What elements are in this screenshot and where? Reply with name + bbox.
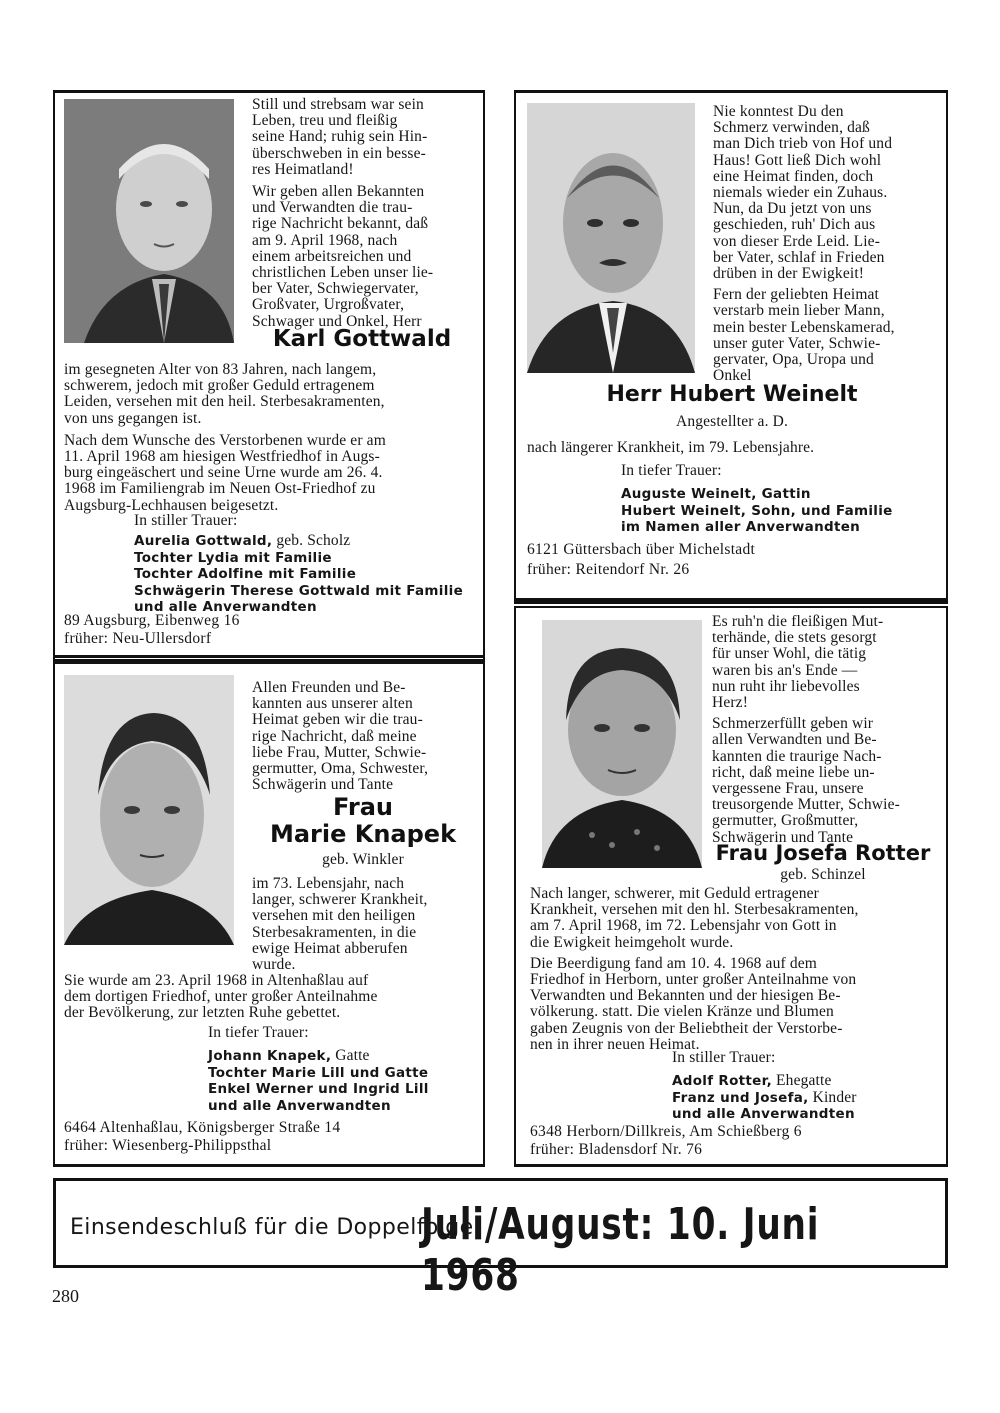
portrait-josefa-rotter bbox=[542, 620, 702, 868]
mourners-2: Auguste Weinelt, Gattin Hubert Weinelt, Sohn, und Familie im Namen aller Anverwandten bbox=[621, 486, 893, 535]
address-1: 89 Augsburg, Eibenweg 16 bbox=[64, 612, 240, 629]
burial-3: Sie wurde am 23. April 1968 in Altenhaßlau auf dem dortigen Friedhof, unter großer Anteilnahme der Bevölkerung, zur letzten Ruhe gebettet. bbox=[64, 972, 378, 1022]
portrait-hubert-weinelt bbox=[527, 103, 695, 373]
details-side-3: im 73. Lebensjahr, nach langer, schwerer Krankheit, versehen mit den heiligen Sterbesakramenten, in die ewige Heimat abberufen wurde. bbox=[252, 875, 428, 974]
mourning-heading-2: In tiefer Trauer: bbox=[621, 462, 722, 479]
deceased-name-3: Marie Knapek bbox=[269, 820, 457, 848]
deceased-name-4: Frau Josefa Rotter bbox=[715, 841, 931, 865]
former-address-3: früher: Wiesenberg-Philippsthal bbox=[64, 1137, 272, 1154]
former-address-2: früher: Reitendorf Nr. 26 bbox=[527, 561, 690, 578]
deceased-name-2: Herr Hubert Weinelt bbox=[606, 382, 858, 407]
address-2: 6121 Güttersbach über Michelstadt bbox=[527, 541, 756, 558]
deceased-name-1: Karl Gottwald bbox=[272, 326, 452, 352]
former-address-4: früher: Bladensdorf Nr. 76 bbox=[530, 1141, 703, 1158]
mourning-heading-3: In tiefer Trauer: bbox=[208, 1024, 309, 1041]
former-address-1: früher: Neu-Ullersdorf bbox=[64, 630, 212, 647]
portrait-woman-icon bbox=[542, 620, 702, 868]
divider-3 bbox=[53, 655, 485, 658]
portrait-man-icon bbox=[64, 99, 234, 343]
verse-4: Es ruh'n die fleißigen Mut- terhände, die stets gesorgt für unser Wohl, die tätig waren bis an's Ende — nun ruht ihr liebevolles Herz! Schmerzerfüllt geben wir allen Verwandten und Be- kannten die traurige Nach- richt, daß meine liebe un- vergessene Frau, unsere treusorgende Mutter, Schwie- germutter, Großmutter, Schwägerin und Tante bbox=[712, 613, 900, 846]
deadline-label: Einsendeschluß für die Doppelfolge bbox=[70, 1215, 474, 1240]
job-title-2: Angestellter a. D. bbox=[675, 413, 789, 430]
maiden-name-3: geb. Winkler bbox=[322, 851, 404, 868]
portrait-karl-gottwald bbox=[64, 99, 234, 343]
deceased-title-3: Frau bbox=[333, 793, 393, 821]
mourning-heading-1: In stiller Trauer: bbox=[134, 512, 238, 529]
address-3: 6464 Altenhaßlau, Königsberger Straße 14 bbox=[64, 1119, 341, 1136]
intro-3: Allen Freunden und Be- kannten aus unserer alten Heimat geben wir die trau- rige Nachricht, daß meine liebe Frau, Mutter, Schwie- germutter, Oma, Schwester, Schwägerin und Tante bbox=[252, 679, 429, 794]
mourners-1: Aurelia Gottwald, geb. Scholz Tochter Lydia mit Familie Tochter Adolfine mit Familie Schwägerin Therese Gottwald mit Familie und alle Anverwandten bbox=[134, 532, 464, 615]
details-4: Nach langer, schwerer, mit Geduld ertragener Krankheit, versehen mit den hl. Sterbesakramenten, am 7. April 1968, im 72. Lebensjahr von Gott in die Ewigkeit heimgeholt wurde. Die Beerdigung fand am 10. 4. 1968 auf dem Friedhof in Herborn, unter großer Anteilnahme von Verwandten und Bekannten und der hiesigen Be- völkerung. statt. Die vielen Kränze und Blumen gaben Zeugnis von der Beliebtheit der Verstorbe- nen in ihrer neuen Heimat. bbox=[530, 885, 859, 1053]
verse-1: Still und strebsam war sein Leben, treu und fleißig seine Hand; ruhig sein Hin- überschweben in ein besse- res Heimatland! Wir geben allen Bekannten und Verwandten die trau- rige Nachricht bekannt, daß am 9. April 1968, nach einem arbeitsreichen und christlichen Leben unser lie- ber Vater, Schwiegervater, Großvater, Urgroßvater, Schwager und Onkel, Herr bbox=[252, 96, 434, 330]
mourning-heading-4: In stiller Trauer: bbox=[672, 1049, 776, 1066]
mourners-4: Adolf Rotter, Ehegatte Franz und Josefa, Kinder und alle Anverwandten bbox=[672, 1072, 857, 1122]
deadline-date: Juli/August: 10. Juni 1968 bbox=[421, 1199, 820, 1301]
verse-2: Nie konntest Du den Schmerz verwinden, daß man Dich trieb von Hof und Haus! Gott ließ Dich wohl eine Heimat finden, doch niemals wieder ein Zuhaus. Nun, da Du jetzt von uns geschieden, ruh' Dich aus von dieser Erde Leid. Lie- ber Vater, schlaf in Frieden drüben in der Ewigkeit! Fern der geliebten Heimat verstarb mein lieber Mann, mein bester Lebenskamerad, unser guter Vater, Schwie- gervater, Opa, Uropa und Onkel bbox=[713, 103, 895, 385]
portrait-man-icon bbox=[527, 103, 695, 373]
details-2: nach längerer Krankheit, im 79. Lebensjahre. bbox=[527, 439, 815, 456]
divider-4 bbox=[514, 598, 948, 601]
details-1: im gesegneten Alter von 83 Jahren, nach langem, schwerem, jedoch mit großer Geduld ertragenem Leiden, versehen mit den heil. Sterbesakramenten, von uns gegangen ist. Nach dem Wunsche des Verstorbenen wurde er am 11. April 1968 am hiesigen Westfriedhof in Augs- burg eingeäschert und seine Urne wurde am 26. 4. 1968 im Familiengrab im Neuen Ost-Friedhof zu Augsburg-Lechhausen beigesetzt. bbox=[64, 361, 386, 514]
portrait-marie-knapek bbox=[64, 675, 234, 945]
mourners-3: Johann Knapek, Gatte Tochter Marie Lill und Gatte Enkel Werner und Ingrid Lill und alle Anverwandten bbox=[208, 1047, 429, 1114]
page-number: 280 bbox=[52, 1286, 79, 1306]
address-4: 6348 Herborn/Dillkreis, Am Schießberg 6 bbox=[530, 1123, 802, 1140]
maiden-name-4: geb. Schinzel bbox=[780, 866, 866, 883]
portrait-woman-icon bbox=[64, 675, 234, 945]
